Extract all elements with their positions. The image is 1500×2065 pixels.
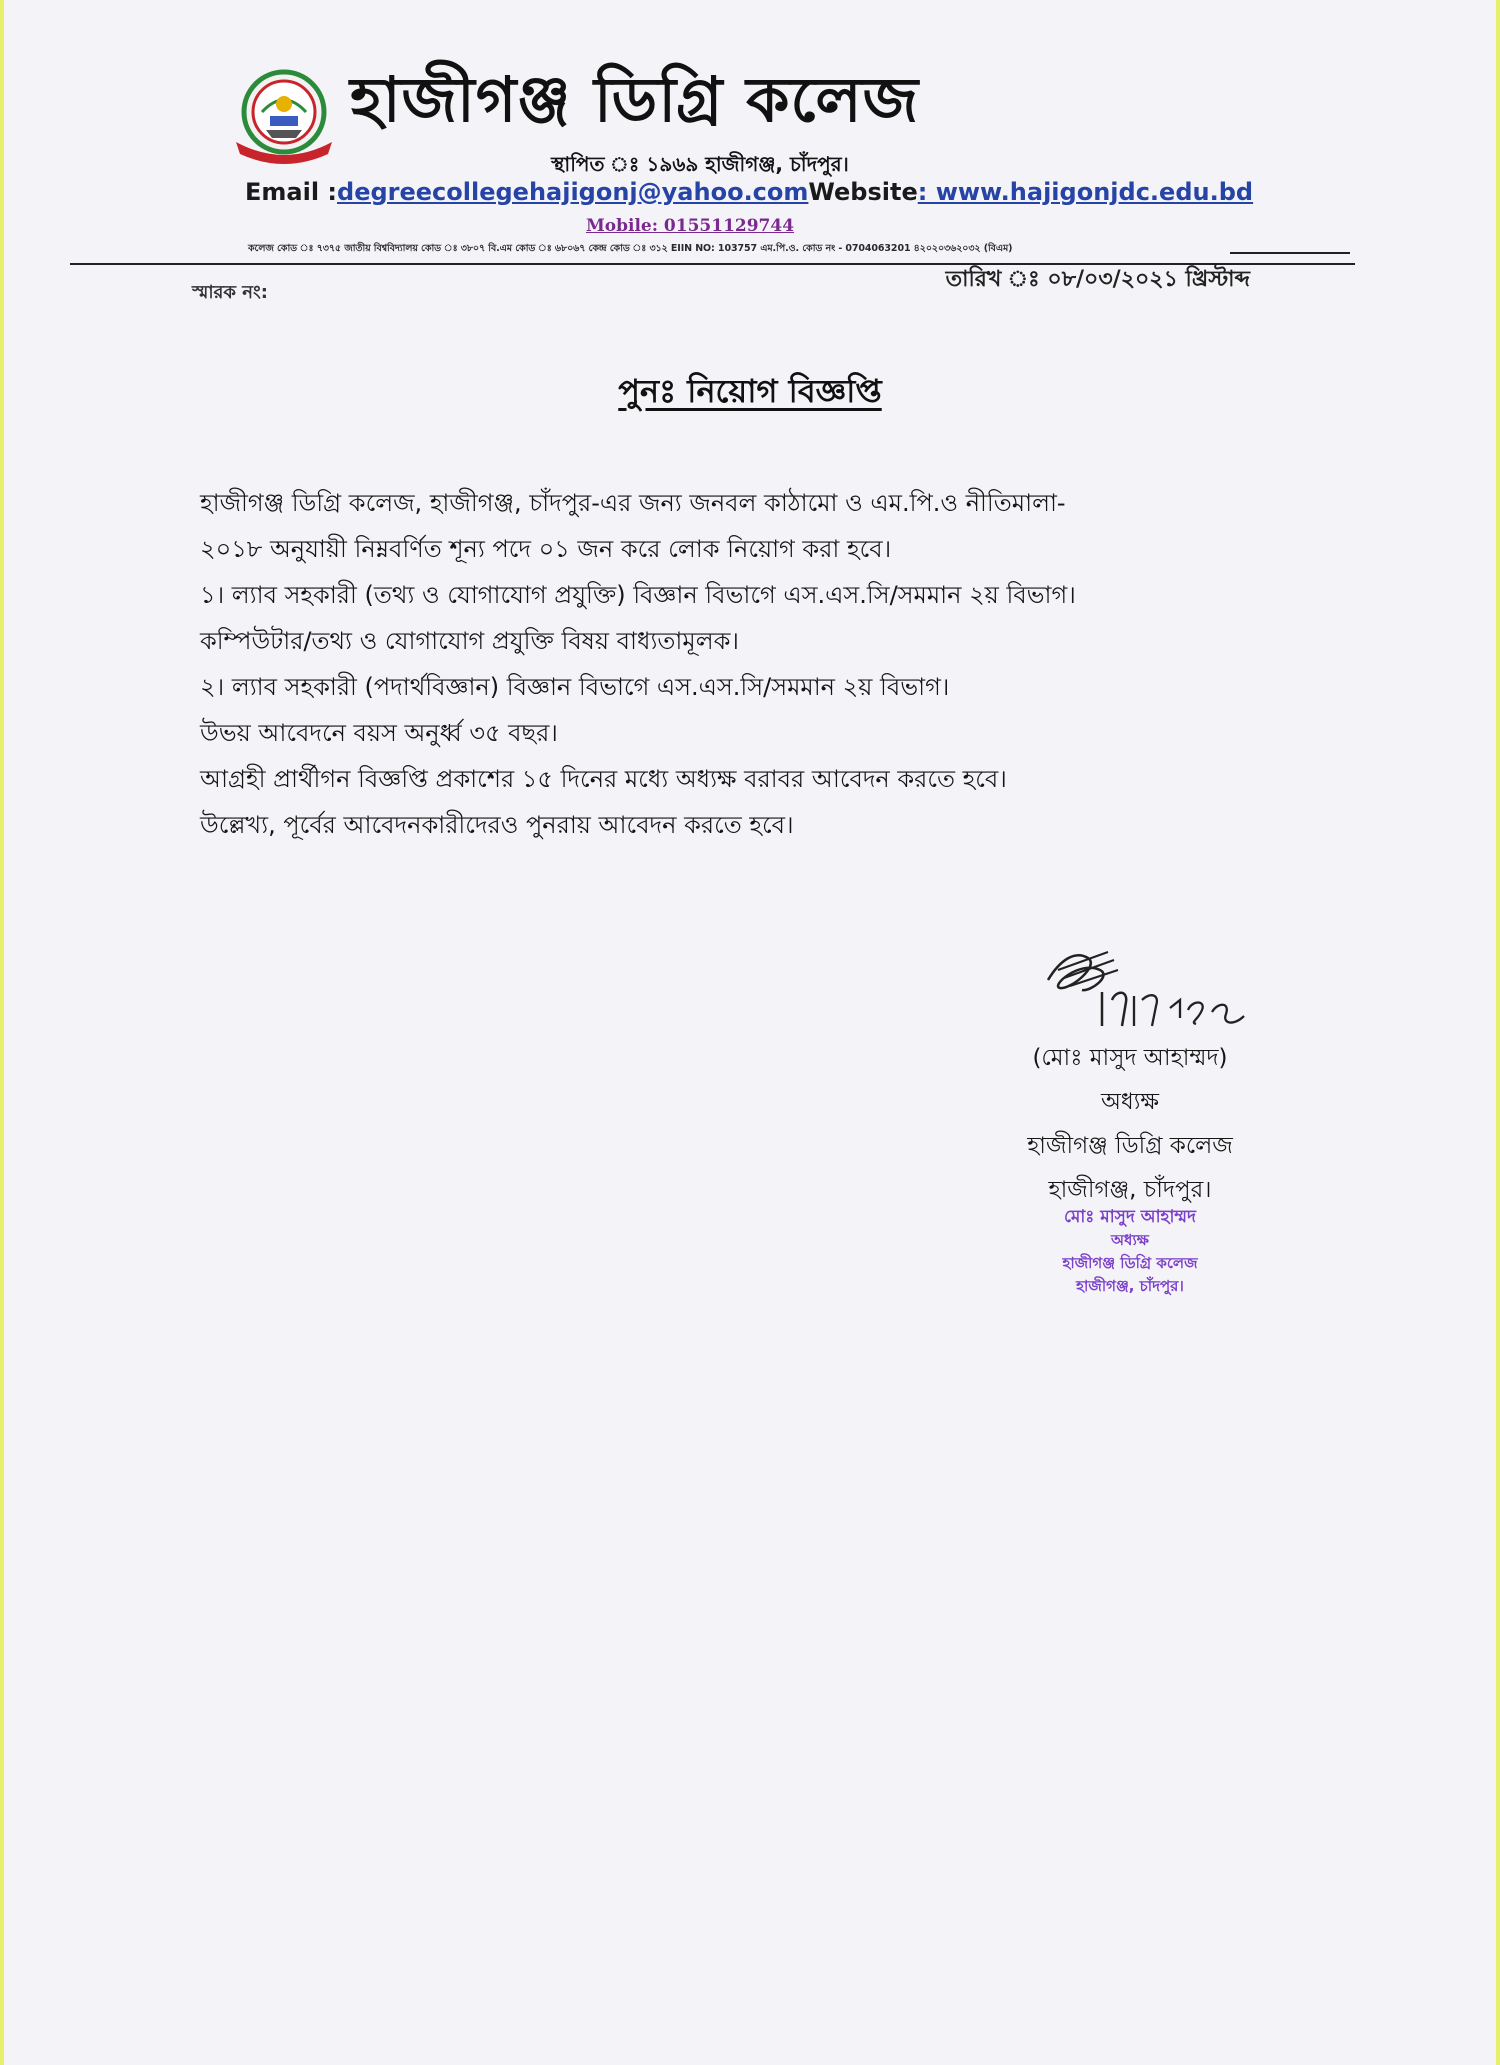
stamp-location: হাজীগঞ্জ, চাঁদপুর। — [1076, 1277, 1184, 1295]
contact-line — [245, 178, 1254, 206]
body-line: ২। ল্যাব সহকারী (পদার্থবিজ্ঞান) বিজ্ঞান বিভাগে এস.এস.সি/সমমান ২য় বিভাগ। — [200, 673, 950, 701]
website-label: Website — [808, 178, 918, 206]
body-line: উল্লেখ্য, পূর্বের আবেদনকারীদেরও পুনরায় আবেদন করতে হবে। — [200, 811, 794, 839]
notice-title — [400, 366, 1100, 420]
college-name: হাজীগঞ্জ ডিগ্রি কলেজ — [350, 63, 920, 136]
email-label: Email : — [245, 178, 338, 206]
stamp-designation: অধ্যক্ষ — [1111, 1231, 1149, 1249]
stamp-college: হাজীগঞ্জ ডিগ্রি কলেজ — [1062, 1254, 1198, 1272]
signatory-block — [900, 1036, 1360, 1212]
body-line: উভয় আবেদনে বয়স অনুর্ধ্ব ৩৫ বছর। — [200, 719, 558, 747]
notice-title-text: পুনঃ নিয়োগ বিজ্ঞপ্তি — [618, 372, 882, 410]
official-stamp — [980, 1206, 1280, 1298]
body-line: ২০১৮ অনুযায়ী নিম্নবর্ণিত শূন্য পদে ০১ জন করে লোক নিয়োগ করা হবে। — [200, 535, 892, 563]
institution-codes: কলেজ কোড ঃ ৭৩৭৫ জাতীয় বিশ্ববিদ্যালয় কোড ঃ ৩৮০৭ বি.এম কোড ঃ ৬৮০৬৭ কেন্দ্র কোড ঃ ৩১২ EIIN NO: 103757 এম.পি.ও. কোড নং - 0704063201 ৪২০২০৩৬২০৩২ (বিএম) — [248, 243, 1013, 254]
body-line: আগ্রহী প্রার্থীগন বিজ্ঞপ্তি প্রকাশের ১৫ দিনের মধ্যে অধ্যক্ষ বরাবর আবেদন করতে হবে। — [200, 765, 1007, 793]
notice-date: তারিখ ঃ ০৮/০৩/২০২১ খ্রিস্টাব্দ — [945, 267, 1250, 292]
stamp-name: মোঃ মাসুদ আহাম্মদ — [1064, 1207, 1196, 1227]
body-line: হাজীগঞ্জ ডিগ্রি কলেজ, হাজীগঞ্জ, চাঁদপুর-এর জন্য জনবল কাঠামো ও এম.পি.ও নীতিমালা- — [200, 489, 1066, 517]
body-line: ১। ল্যাব সহকারী (তথ্য ও যোগাযোগ প্রযুক্তি) বিজ্ঞান বিভাগে এস.এস.সি/সমমান ২য় বিভাগ। — [200, 581, 1076, 609]
signatory-college: হাজীগঞ্জ ডিগ্রি কলেজ — [1027, 1133, 1233, 1159]
signatory-name: (মোঃ মাসুদ আহাম্মদ) — [1032, 1045, 1228, 1071]
header-divider-short — [1230, 252, 1350, 254]
mobile-number: Mobile: 01551129744 — [585, 216, 795, 236]
college-logo — [228, 68, 340, 168]
email-link[interactable]: degreecollegehajigonj@yahoo.com — [337, 178, 809, 206]
memo-number-label: স্মারক নং: — [192, 282, 268, 303]
website-link[interactable]: : www.hajigonjdc.edu.bd — [917, 178, 1254, 206]
established-line: স্থাপিত ঃ ১৯৬৯ হাজীগঞ্জ, চাঁদপুর। — [551, 152, 849, 176]
body-line: কম্পিউটার/তথ্য ও যোগাযোগ প্রযুক্তি বিষয় বাধ্যতামূলক। — [200, 627, 739, 655]
notice-body — [200, 480, 1250, 848]
signatory-designation: অধ্যক্ষ — [1100, 1089, 1160, 1115]
signatory-location: হাজীগঞ্জ, চাঁদপুর। — [1048, 1177, 1212, 1203]
handwritten-signature — [1030, 930, 1270, 1040]
